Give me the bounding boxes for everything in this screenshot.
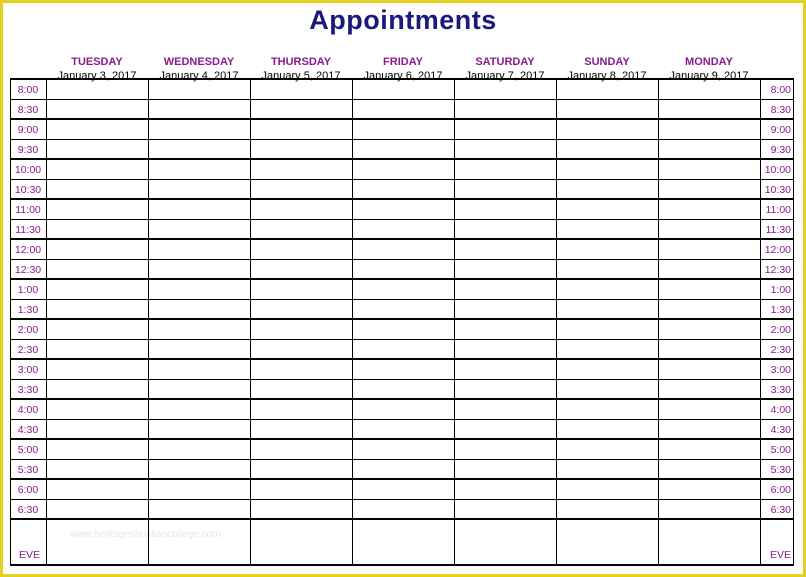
time-slot-label-right: 1:00 <box>770 284 791 296</box>
grid-column-line <box>793 79 794 566</box>
grid-row-line <box>10 78 794 80</box>
time-slot-label-left: 2:00 <box>17 324 39 336</box>
time-slot-label-right: 9:00 <box>770 124 791 136</box>
grid-row-line <box>10 379 794 380</box>
day-name: TUESDAY <box>71 56 123 68</box>
time-slot-label-left: 12:00 <box>14 244 42 256</box>
time-slot-label-right: 5:30 <box>770 464 791 476</box>
time-slot-label-right: 8:30 <box>770 104 791 116</box>
grid-row-line <box>10 459 794 460</box>
day-date: January 6, 2017 <box>363 70 443 82</box>
grid-row-line <box>10 398 794 400</box>
time-slot-label-left: 3:00 <box>17 364 39 376</box>
grid-row-line <box>10 219 794 220</box>
day-date: January 9, 2017 <box>669 70 749 82</box>
grid-row-line <box>10 518 794 520</box>
time-slot-label-right: 4:00 <box>770 404 791 416</box>
schedule-grid <box>10 79 794 566</box>
time-slot-label-right: 9:30 <box>770 144 791 156</box>
grid-column-line <box>556 79 557 566</box>
time-slot-label-right: 8:00 <box>770 84 791 96</box>
grid-row-line <box>10 299 794 300</box>
grid-column-line <box>250 79 251 566</box>
time-slot-label-left: 10:30 <box>14 184 42 196</box>
eve-label-right: EVE <box>770 549 792 561</box>
time-slot-label-left: 11:00 <box>15 204 41 216</box>
time-slot-label-left: 6:30 <box>17 504 39 516</box>
time-slot-label-right: 11:00 <box>765 204 791 216</box>
time-slot-label-right: 6:30 <box>770 504 791 516</box>
eve-label-left: EVE <box>19 549 41 561</box>
day-name: WEDNESDAY <box>163 56 235 68</box>
time-slot-label-right: 5:00 <box>770 444 791 456</box>
page-title: Appointments <box>309 5 497 35</box>
grid-row-line <box>10 278 794 280</box>
grid-row-line <box>10 339 794 340</box>
day-date: January 8, 2017 <box>567 70 647 82</box>
time-slot-label-left: 8:30 <box>17 104 39 116</box>
grid-row-line <box>10 419 794 420</box>
grid-bottom-line <box>10 564 794 566</box>
time-slot-label-right: 2:00 <box>770 324 791 336</box>
time-slot-label-left: 1:30 <box>17 304 39 316</box>
grid-row-line <box>10 139 794 140</box>
grid-column-line <box>454 79 455 566</box>
time-slot-label-left: 11:30 <box>15 224 41 236</box>
watermark: www.heritagechristiancollege.com <box>70 529 221 540</box>
grid-row-line <box>10 118 794 120</box>
grid-row-line <box>10 259 794 260</box>
time-slot-label-left: 5:00 <box>17 444 39 456</box>
time-slot-label-left: 8:00 <box>17 84 39 96</box>
time-slot-label-left: 5:30 <box>17 464 39 476</box>
grid-row-line <box>10 438 794 440</box>
day-date: January 7, 2017 <box>465 70 545 82</box>
day-name: SUNDAY <box>584 56 630 68</box>
time-slot-label-left: 9:30 <box>17 144 39 156</box>
day-date: January 5, 2017 <box>261 70 341 82</box>
grid-row-line <box>10 198 794 200</box>
grid-column-line <box>352 79 353 566</box>
day-name: THURSDAY <box>270 56 332 68</box>
grid-row-line <box>10 478 794 480</box>
time-slot-label-left: 12:30 <box>14 264 42 276</box>
time-slot-label-left: 10:00 <box>14 164 42 176</box>
time-slot-label-left: 4:30 <box>17 424 39 436</box>
grid-row-line <box>10 318 794 320</box>
time-slot-label-right: 4:30 <box>770 424 791 436</box>
grid-row-line <box>10 499 794 500</box>
grid-column-line <box>10 79 11 566</box>
day-name: MONDAY <box>685 56 733 68</box>
grid-row-line <box>10 158 794 160</box>
grid-row-line <box>10 358 794 360</box>
time-slot-label-left: 6:00 <box>17 484 39 496</box>
time-slot-label-right: 11:30 <box>765 224 791 236</box>
day-date: January 3, 2017 <box>57 70 137 82</box>
time-slot-label-right: 6:00 <box>770 484 791 496</box>
grid-row-line <box>10 179 794 180</box>
time-slot-label-left: 4:00 <box>17 404 39 416</box>
time-slot-label-right: 3:30 <box>770 384 791 396</box>
time-slot-label-right: 3:00 <box>770 364 791 376</box>
grid-column-line <box>46 79 47 566</box>
time-slot-label-right: 2:30 <box>770 344 791 356</box>
time-slot-label-right: 10:00 <box>764 164 791 176</box>
time-slot-label-right: 12:00 <box>764 244 791 256</box>
time-slot-label-right: 1:30 <box>770 304 791 316</box>
grid-column-line <box>148 79 149 566</box>
grid-column-line <box>658 79 659 566</box>
time-slot-label-left: 1:00 <box>17 284 39 296</box>
time-slot-label-left: 3:30 <box>17 384 39 396</box>
day-date: January 4, 2017 <box>159 70 239 82</box>
time-slot-label-left: 2:30 <box>17 344 39 356</box>
day-name: SATURDAY <box>475 56 535 68</box>
time-slot-label-left: 9:00 <box>17 124 39 136</box>
time-slot-label-right: 12:30 <box>764 264 791 276</box>
grid-row-line <box>10 99 794 100</box>
grid-row-line <box>10 238 794 240</box>
day-name: FRIDAY <box>383 56 423 68</box>
time-slot-label-right: 10:30 <box>764 184 791 196</box>
